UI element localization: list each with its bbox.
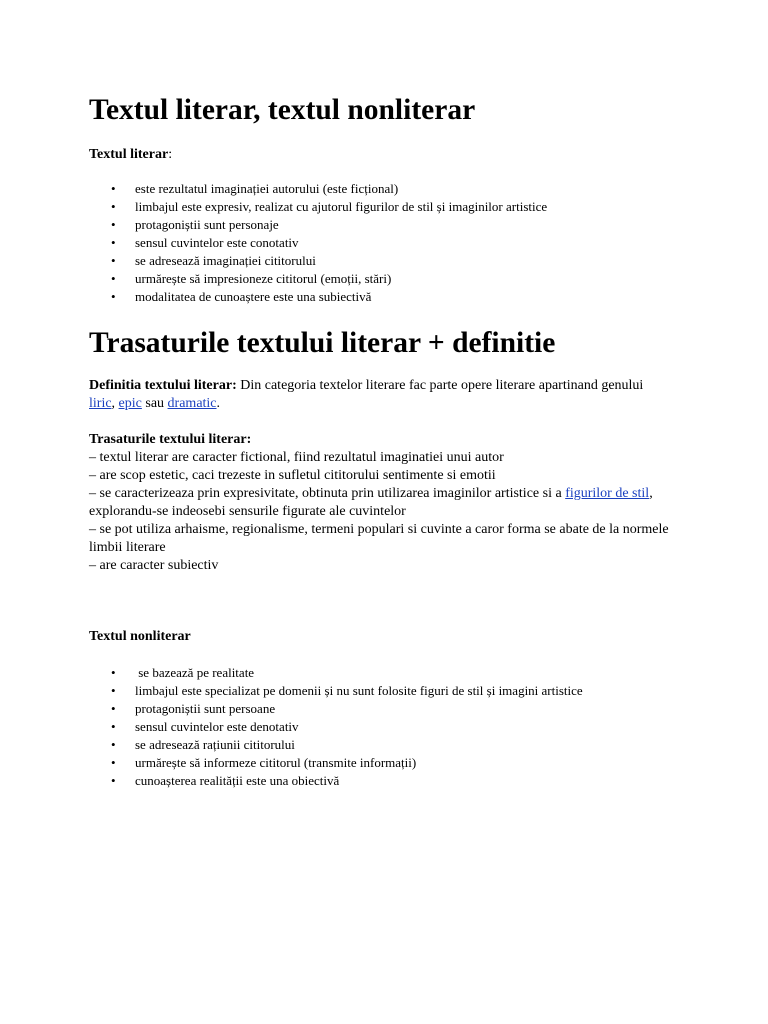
list-item	[111, 718, 691, 736]
list-item	[111, 270, 691, 288]
traits-paragraph	[89, 431, 679, 575]
list-item-text: se adresează imaginației cititorului	[135, 253, 316, 268]
list-item-text: protagoniștii sunt persoane	[135, 701, 276, 716]
list-item	[111, 288, 691, 306]
link-epic[interactable]: epic	[118, 396, 142, 411]
list-item	[111, 754, 691, 772]
list-item-text: urmărește să impresioneze cititorul (emoții, stări)	[135, 271, 392, 286]
list-item	[111, 252, 691, 270]
definition-label: Definitia textului literar:	[89, 378, 237, 393]
list-item-text: se adresează rațiunii cititorului	[135, 737, 295, 752]
bullet-icon: •	[111, 235, 116, 250]
trait-line: – textul literar are caracter fictional, fiind rezultatul imaginatiei unui autor	[89, 450, 504, 465]
list-item	[111, 234, 691, 252]
list-item-text: urmărește să informeze cititorul (transmite informații)	[135, 755, 417, 770]
link-dramatic[interactable]: dramatic	[167, 396, 217, 411]
literary-text-label-suffix: :	[168, 147, 173, 162]
separator-text: sau	[141, 396, 168, 411]
list-item-text: modalitatea de cunoaștere este una subiectivă	[135, 289, 372, 304]
list-item-text: limbajul este specializat pe domenii și nu sunt folosite figuri de stil și imagini artistice	[135, 683, 583, 698]
list-item	[111, 664, 691, 682]
list-item-text: sensul cuvintelor este conotativ	[135, 235, 299, 250]
list-item-text: este rezultatul imaginației autorului (este ficțional)	[135, 181, 399, 196]
list-item-text: protagoniștii sunt personaje	[135, 217, 279, 232]
list-item-text: sensul cuvintelor este denotativ	[135, 719, 299, 734]
traits-label: Trasaturile textului literar:	[89, 432, 252, 447]
list-item-text: cunoașterea realității este una obiectivă	[135, 773, 340, 788]
list-item-text: se bazează pe realitate	[135, 665, 255, 680]
bullet-icon: •	[111, 181, 116, 196]
bullet-icon: •	[111, 217, 116, 232]
period-text: .	[216, 396, 221, 411]
definition-text: Din categoria textelor literare fac parte opere literare apartinand genului	[236, 378, 644, 393]
list-item	[111, 736, 691, 754]
list-item	[111, 180, 691, 198]
bullet-icon: •	[111, 701, 116, 716]
bullet-icon: •	[111, 271, 116, 286]
list-item	[111, 198, 691, 216]
list-item	[111, 682, 691, 700]
list-item-text: limbajul este expresiv, realizat cu ajutorul figurilor de stil și imaginilor artistice	[135, 199, 548, 214]
bullet-icon: •	[111, 253, 116, 268]
bullet-icon: •	[111, 737, 116, 752]
nonliterary-text-label: Textul nonliterar	[89, 629, 191, 644]
section-title-literary-traits: Trasaturile textului literar + definitie	[89, 327, 556, 359]
nonliterary-traits-list	[111, 664, 691, 790]
trait-line-text: – se caracterizeaza prin expresivitate, obtinuta prin utilizarea imaginilor artistice si a	[89, 486, 566, 501]
bullet-icon: •	[111, 199, 116, 214]
link-liric[interactable]: liric	[89, 396, 112, 411]
bullet-icon: •	[111, 683, 116, 698]
list-item	[111, 700, 691, 718]
separator-text: ,	[111, 396, 119, 411]
list-item	[111, 216, 691, 234]
bullet-icon: •	[111, 665, 116, 680]
list-item	[111, 772, 691, 790]
literary-text-label	[89, 146, 172, 164]
bullet-icon: •	[111, 755, 116, 770]
trait-line: – se pot utiliza arhaisme, regionalisme, termeni populari si cuvinte a caror forma se abate de la normele limbii literare	[89, 522, 669, 555]
bullet-icon: •	[111, 773, 116, 788]
trait-line-expressivity	[89, 485, 679, 521]
link-figurilor-de-stil[interactable]: figurilor de stil	[565, 486, 650, 501]
section-title-literary-vs-nonliterary: Textul literar, textul nonliterar	[89, 94, 476, 126]
trait-line: – are scop estetic, caci trezeste in sufletul cititorului sentimente si emotii	[89, 468, 496, 483]
trait-line-text: , explorandu-se indeosebi sensurile figurate ale cuvintelor	[89, 486, 653, 519]
bullet-icon: •	[111, 289, 116, 304]
literary-text-label-bold: Textul literar	[89, 147, 169, 162]
literary-traits-list	[111, 180, 691, 306]
definition-paragraph	[89, 377, 669, 413]
trait-line: – are caracter subiectiv	[89, 558, 219, 573]
bullet-icon: •	[111, 719, 116, 734]
